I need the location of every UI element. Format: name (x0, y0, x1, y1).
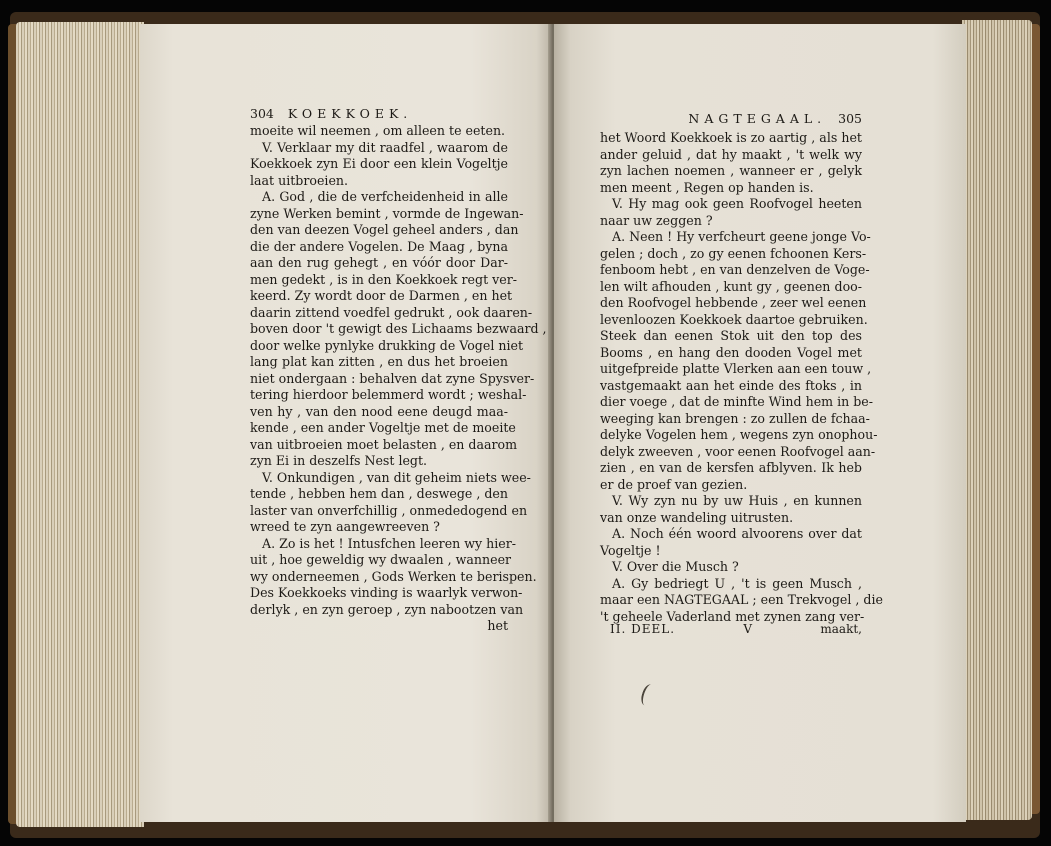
left-text-line: uit , hoe geweldig wy dwaalen , wanneer (250, 552, 512, 567)
right-text-line: weeging kan brengen : zo zullen de fchaa- (600, 410, 870, 426)
right-text-line: A. Gy bedriegt U , 't is geen Musch , (612, 575, 862, 591)
right-page (554, 24, 966, 822)
right-text-line: het Woord Koekkoek is zo aartig , als het (600, 130, 862, 145)
left-text-line: van uitbroeien moet belasten , en daarom (250, 436, 518, 452)
right-text-line: men meent , Regen op handen is. (600, 179, 814, 195)
right-text-line: vastgemaakt aan het einde des ftoks , in (600, 377, 862, 393)
right-text-line: ander geluid , dat hy maakt , 't welk wy (600, 146, 862, 162)
right-running-head (600, 111, 862, 126)
page-footer (610, 622, 862, 636)
left-text-line: den van deezen Vogel geheel anders , dan (250, 222, 519, 237)
left-text-line: wy onderneemen , Gods Werken te berispen. (250, 568, 537, 584)
left-text-line: derlyk , en zyn geroep , zyn nabootzen van (250, 601, 524, 617)
left-text-line: Des Koekkoeks vinding is waarlyk verwon- (250, 585, 523, 600)
right-text-line: van onze wandeling uitrusten. (600, 509, 794, 525)
left-text-line: lang plat kan zitten , en dus het broeien (250, 354, 508, 369)
right-text-line: A. Noch één woord alvoorens over dat (612, 526, 862, 541)
right-text-line: fenboom hebt , en van denzelven de Voge- (600, 262, 870, 277)
left-text-line: daarin zittend voedfel gedrukt , ook daaren- (250, 304, 533, 320)
right-text-line: 't geheele Vaderland met zynen zang ver- (600, 608, 865, 624)
left-text-line: A. God , die de verfcheidenheid in alle (262, 189, 508, 204)
left-text-line: tende , hebben hem dan , deswege , den (250, 486, 508, 501)
right-text-line: levenloozen Koekkoek daartoe gebruiken. (600, 311, 868, 327)
right-text-line: gelen ; doch , zo gy eenen fchoonen Kers- (600, 245, 867, 261)
catchword: maakt, (820, 622, 862, 636)
left-text-line: keerd. Zy wordt door de Darmen , en het (250, 288, 513, 303)
right-text-line: delyk zweeven , voor eenen Roofvogel aan- (600, 443, 876, 459)
left-page-number: 304 (250, 106, 274, 121)
left-text-line: niet ondergaan : behalven dat zyne Spysver- (250, 370, 535, 386)
volume-label: II. DEEL. (610, 622, 676, 636)
right-text-line: V. Hy mag ook geen Roofvogel heeten (612, 196, 862, 211)
signature-mark: V (743, 622, 753, 636)
right-text-line: delyke Vogelen hem , wegens zyn onophou- (600, 427, 878, 442)
left-text-line: A. Zo is het ! Intusfchen leeren wy hier- (262, 535, 517, 551)
left-text-line: men gedekt , is in den Koekkoek regt ver- (250, 271, 517, 287)
left-page-text (250, 123, 547, 635)
right-text-line: len wilt afhouden , kunt gy , geenen doo- (600, 278, 862, 294)
right-page-number: 305 (838, 111, 862, 126)
right-text-line: uitgefpreide platte Vlerken aan een touw , (600, 361, 872, 376)
right-page-text (600, 130, 883, 625)
left-text-line: laat uitbroeien. (250, 172, 349, 188)
right-text-line: V. Wy zyn nu by uw Huis , en kunnen (612, 493, 862, 508)
left-text-line: die der andere Vogelen. De Maag , byna (250, 238, 508, 254)
right-text-line: Steek dan eenen Stok uit den top des (600, 328, 862, 343)
left-text-line: het (487, 618, 508, 633)
right-text-line: naar uw zeggen ? (600, 212, 713, 228)
left-text-line: wreed te zyn aangewreeven ? (250, 519, 440, 534)
right-text-line: er de proef van gezien. (600, 476, 748, 492)
right-head-title: NAGTEGAAL. (688, 111, 827, 126)
ink-mark (639, 683, 657, 708)
left-head-title: KOEKKOEK. (287, 106, 413, 121)
left-page (140, 24, 553, 822)
left-text-line: tering hierdoor belemmerd wordt ; weshal- (250, 387, 527, 402)
left-text-line: V. Onkundigen , van dit geheim niets wee- (262, 469, 531, 485)
left-text-line: laster van onverfchillig , onmededogend en (250, 502, 528, 518)
left-text-line: Koekkoek zyn Ei door een klein Vogeltje (250, 156, 508, 171)
right-text-line: V. Over die Musch ? (612, 559, 739, 574)
right-text-line: A. Neen ! Hy verfcheurt geene jonge Vo- (612, 229, 871, 244)
page-stack-left (16, 22, 144, 827)
right-text-line: zyn lachen noemen , wanneer er , gelyk (600, 163, 862, 178)
left-text-line: aan den rug gehegt , en vóór door Dar- (250, 255, 508, 270)
right-text-line: zien , en van de kersfen afblyven. Ik heb (600, 460, 862, 475)
left-running-head (250, 106, 508, 121)
left-text-line: zyn Ei in deszelfs Nest legt. (250, 453, 428, 468)
left-text-line: kende , een ander Vogeltje met de moeite (250, 420, 516, 435)
right-text-line: dier voege , dat de minfte Wind hem in be- (600, 394, 873, 409)
left-text-line: ven hy , van den nood eene deugd maa- (250, 403, 508, 419)
right-text-line: maar een NAGTEGAAL ; een Trekvogel , die (600, 592, 883, 607)
left-text-line: V. Verklaar my dit raadfel , waarom de (262, 139, 508, 155)
left-text-line: moeite wil neemen , om alleen te eeten. (250, 123, 506, 138)
right-text-line: Vogeltje ! (600, 542, 661, 558)
right-text-line: Booms , en hang den dooden Vogel met (600, 344, 862, 360)
left-text-line: boven door 't gewigt des Lichaams bezwaard , (250, 321, 547, 336)
left-text-line: zyne Werken bemint , vormde de Ingewan- (250, 205, 524, 221)
page-stack-right (962, 20, 1032, 820)
right-text-line: den Roofvogel hebbende , zeer wel eenen (600, 295, 867, 310)
left-text-line: door welke pynlyke drukking de Vogel niet (250, 337, 524, 353)
